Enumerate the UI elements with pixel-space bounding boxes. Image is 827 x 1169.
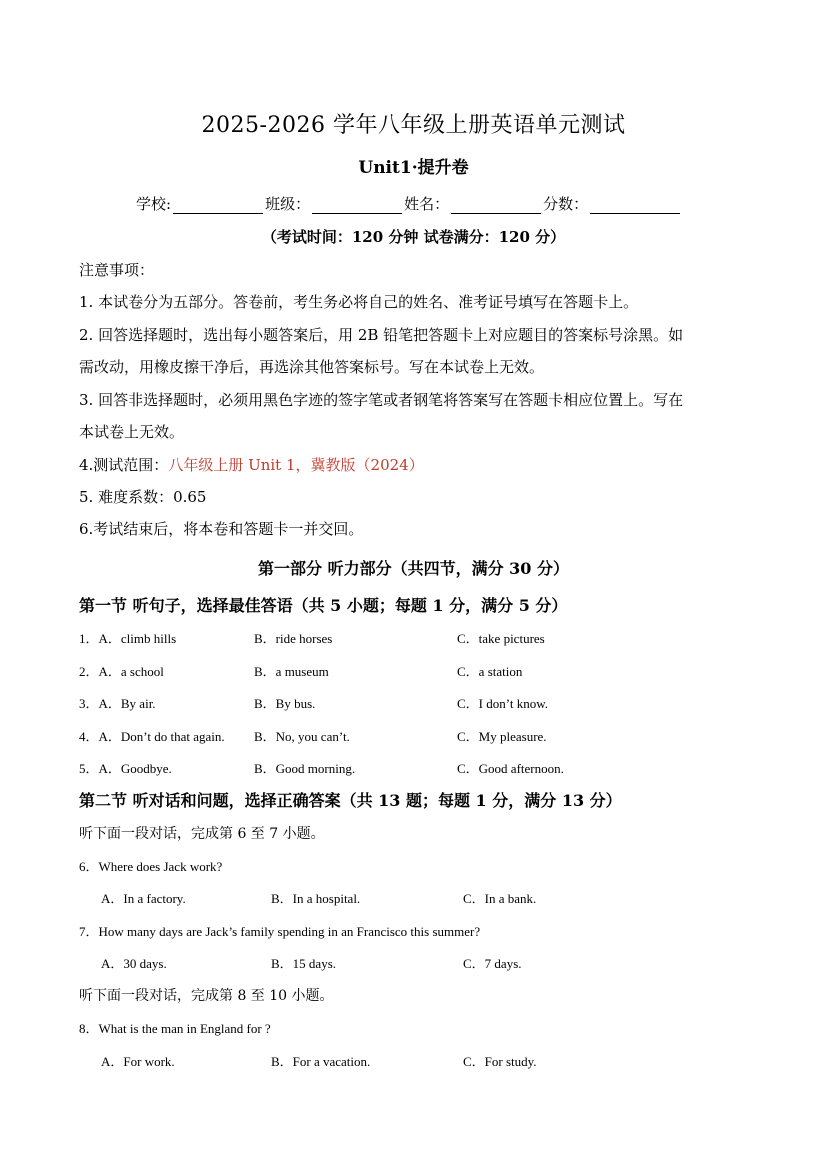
note-3-line-2: 本试卷上无效。 <box>79 423 185 441</box>
q7-option-a: A．30 days. <box>101 956 167 971</box>
q7-stem: 7．How many days are Jack’s family spending in an Francisco this summer? <box>79 924 481 939</box>
q8-option-c: C．For study. <box>463 1054 537 1069</box>
q6-option-c: C．In a bank. <box>463 891 537 906</box>
note-4 <box>79 454 424 475</box>
exam-time-info: （考试时间：120 分钟 试卷满分：120 分） <box>261 228 566 246</box>
q2-option-c: C．a station <box>457 664 523 679</box>
q3-option-a: 3．A．By air. <box>79 696 156 711</box>
q2-option-a: 2．A．a school <box>79 664 164 679</box>
notes-heading: 注意事项： <box>79 261 155 279</box>
q8-option-a: A．For work. <box>101 1054 175 1069</box>
dialog-2-intro: 听下面一段对话，完成第 8 至 10 小题。 <box>79 988 334 1004</box>
score-label: 分数： <box>543 195 589 213</box>
note-3-line-1: 3. 回答非选择题时，必须用黑色字迹的签字笔或者钢笔将答案写在答题卡相应位置上。写在 <box>79 391 684 409</box>
q6-option-a: A．In a factory. <box>101 891 186 906</box>
q1-option-a: 1．A．climb hills <box>79 631 177 646</box>
q7-option-c: C．7 days. <box>463 956 522 971</box>
q1-option-c: C．take pictures <box>457 631 545 646</box>
note-1: 1. 本试卷分为五部分。答卷前，考生务必将自己的姓名、准考证号填写在答题卡上。 <box>79 293 639 311</box>
q8-stem: 8．What is the man in England for ? <box>79 1021 271 1036</box>
part-1-heading: 第一部分 听力部分（共四节，满分 30 分） <box>258 559 569 578</box>
section-2-heading: 第二节 听对话和问题，选择正确答案（共 13 题；每题 1 分，满分 13 分） <box>79 791 622 810</box>
q4-option-c: C．My pleasure. <box>457 729 547 744</box>
q8-option-b: B．For a vacation. <box>271 1054 371 1069</box>
q3-option-c: C．I don’t know. <box>457 696 549 711</box>
q4-option-b: B．No, you can’t. <box>254 729 350 744</box>
note-6: 6.考试结束后，将本卷和答题卡一并交回。 <box>79 520 364 538</box>
name-label: 姓名： <box>404 195 450 213</box>
q5-option-b: B．Good morning. <box>254 761 356 776</box>
class-label: 班级： <box>265 195 311 213</box>
dialog-1-intro: 听下面一段对话，完成第 6 至 7 小题。 <box>79 826 325 842</box>
q7-option-b: B．15 days. <box>271 956 337 971</box>
q1-option-b: B．ride horses <box>254 631 333 646</box>
section-1-heading: 第一节 听句子，选择最佳答语（共 5 小题；每题 1 分，满分 5 分） <box>79 596 568 615</box>
class-blank[interactable] <box>312 197 402 214</box>
school-label: 学校: <box>136 195 172 213</box>
name-blank[interactable] <box>451 197 541 214</box>
test-range: 八年级上册 Unit 1，冀教版（2024） <box>168 456 424 474</box>
q3-option-b: B．By bus. <box>254 696 316 711</box>
q6-stem: 6．Where does Jack work? <box>79 859 223 874</box>
page-subtitle: Unit1·提升卷 <box>358 158 469 178</box>
page-title: 2025-2026 学年八年级上册英语单元测试 <box>201 113 626 138</box>
student-info-row <box>136 193 682 214</box>
note-4-prefix: 4.测试范围： <box>79 456 169 474</box>
q5-option-a: 5．A．Goodbye. <box>79 761 172 776</box>
q4-option-a: 4．A．Don’t do that again. <box>79 729 225 744</box>
note-2-line-2: 需改动，用橡皮擦干净后，再选涂其他答案标号。写在本试卷上无效。 <box>79 358 545 376</box>
note-5: 5. 难度系数：0.65 <box>79 488 207 506</box>
q5-option-c: C．Good afternoon. <box>457 761 564 776</box>
q6-option-b: B．In a hospital. <box>271 891 361 906</box>
note-2-line-1: 2. 回答选择题时，选出每小题答案后，用 2B 铅笔把答题卡上对应题目的答案标号涂黑。如 <box>79 326 684 344</box>
q2-option-b: B．a museum <box>254 664 329 679</box>
score-blank[interactable] <box>590 197 680 214</box>
school-blank[interactable] <box>173 197 263 214</box>
